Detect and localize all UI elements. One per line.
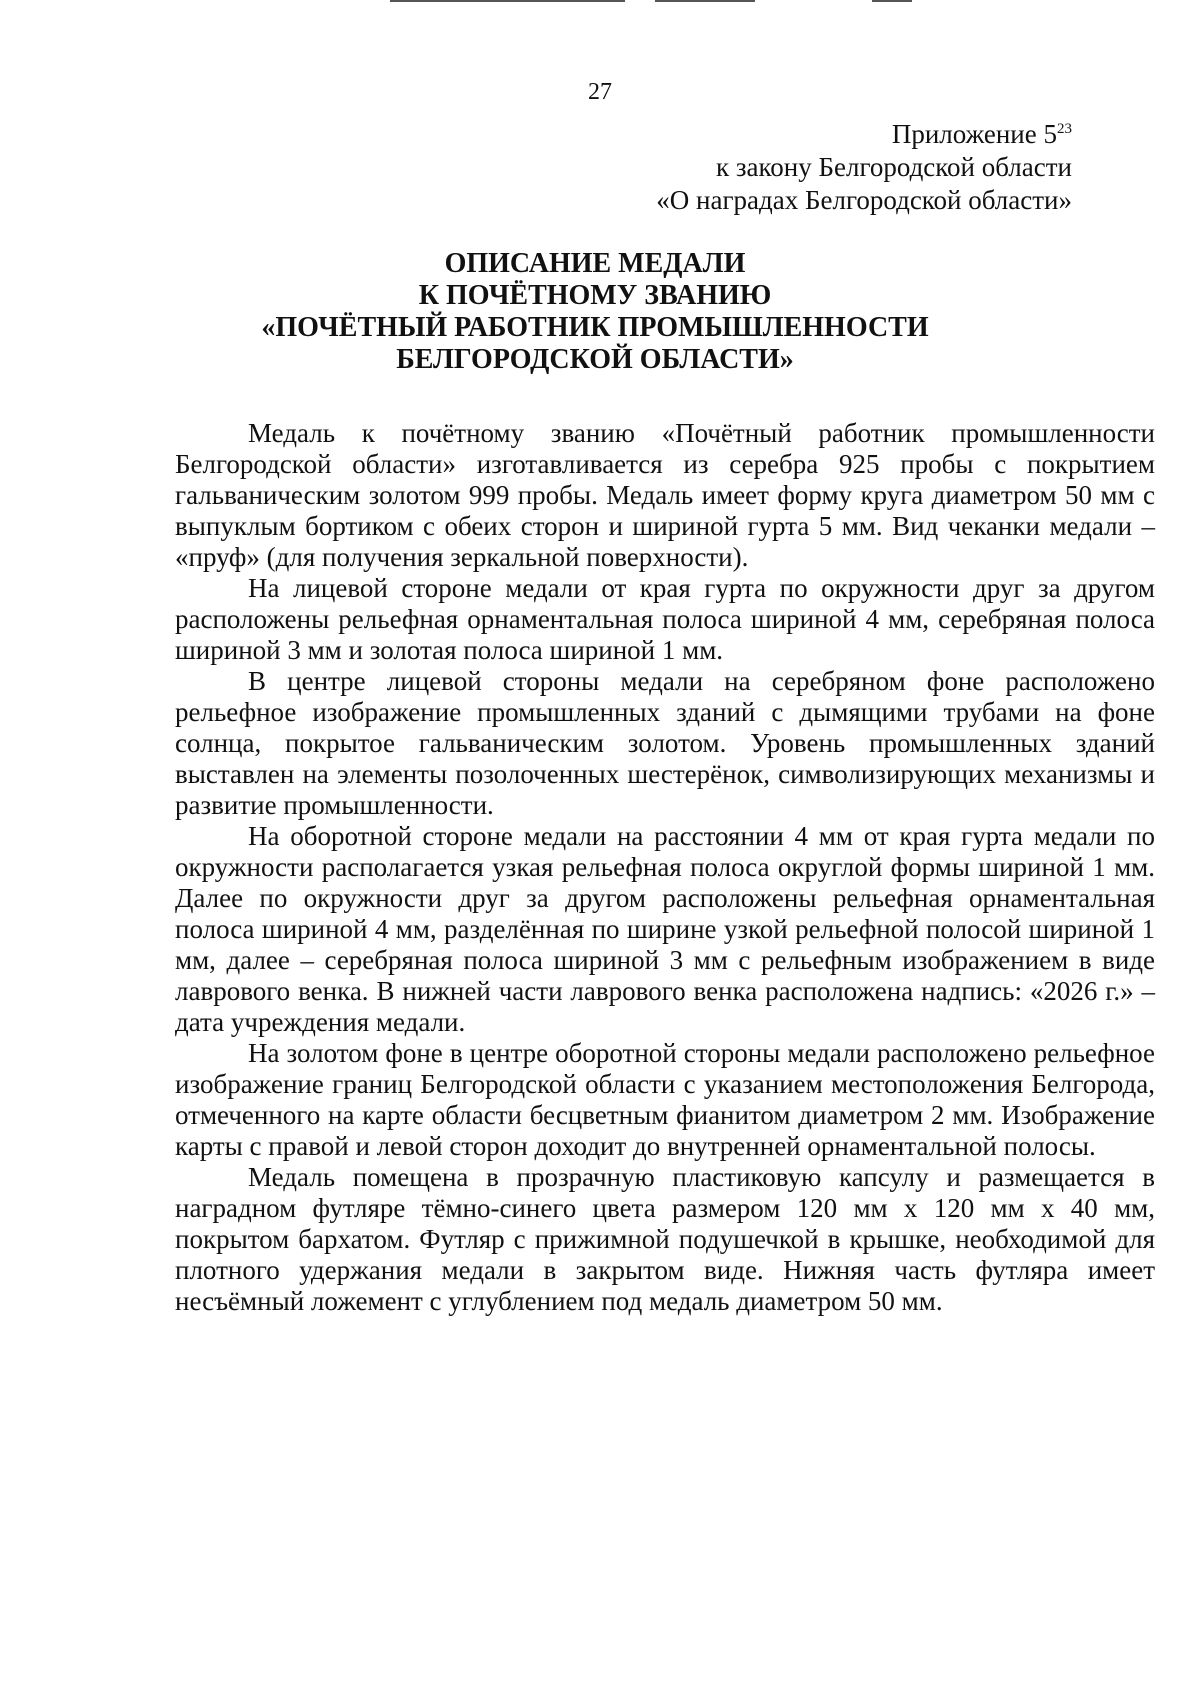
paragraph-4: На оборотной стороне медали на расстоянии 4 мм от края гурта медали по окружности располагается узкая рельефная полоса округлой формы шириной 1 мм. Далее по окружности друг за другом расположены рельефная орнаментальная полоса шириной 4 мм, разделённая по ширине узкой рельефной полосой шириной 1 мм, далее – серебряная полоса шириной 3 мм с рельефным изображением в виде лаврового венка. В нижней части лаврового венка расположена надпись: «2026 г.» – дата учреждения медали.: [175, 821, 1155, 1037]
appendix-number-superscript: 23: [1057, 121, 1072, 137]
title-line-1: ОПИСАНИЕ МЕДАЛИ: [444, 248, 746, 279]
appendix-line-3: «О наградах Белгородской области»: [656, 185, 1072, 215]
title-line-2: К ПОЧЁТНОМУ ЗВАНИЮ: [418, 280, 772, 311]
appendix-reference: [656, 118, 1072, 217]
title-line-3: «ПОЧЁТНЫЙ РАБОТНИК ПРОМЫШЛЕННОСТИ: [261, 312, 929, 343]
document-body: [175, 418, 1155, 1317]
paragraph-1: Медаль к почётному званию «Почётный работник промышленности Белгородской области» изготавливается из серебра 925 пробы с покрытием гальваническим золотом 999 пробы. Медаль имеет форму круга диаметром 50 мм с выпуклым бортиком с обеих сторон и шириной гурта 5 мм. Вид чеканки медали – «пруф» (для получения зеркальной поверхности).: [175, 418, 1155, 572]
document-title: [160, 248, 1030, 376]
paragraph-2: На лицевой стороне медали от края гурта по окружности друг за другом расположены рельефная орнаментальная полоса шириной 4 мм, серебряная полоса шириной 3 мм и золотая полоса шириной 1 мм.: [175, 573, 1155, 665]
paragraph-5: На золотом фоне в центре оборотной стороны медали расположено рельефное изображение границ Белгородской области с указанием местоположения Белгорода, отмеченного на карте области бесцветным фианитом диаметром 2 мм. Изображение карты с правой и левой сторон доходит до внутренней орнаментальной полосы.: [175, 1038, 1155, 1161]
paragraph-3: В центре лицевой стороны медали на серебряном фоне расположено рельефное изображение промышленных зданий с дымящими трубами на фоне солнца, покрытое гальваническим золотом. Уровень промышленных зданий выставлен на элементы позолоченных шестерёнок, символизирующих механизмы и развитие промышленности.: [175, 666, 1155, 820]
paragraph-6: Медаль помещена в прозрачную пластиковую капсулу и размещается в наградном футляре тёмно-синего цвета размером 120 мм х 120 мм х 40 мм, покрытом бархатом. Футляр с прижимной подушечкой в крышке, необходимой для плотного удержания медали в закрытом виде. Нижняя часть футляра имеет несъёмный ложемент с углублением под медаль диаметром 50 мм.: [175, 1162, 1155, 1316]
title-line-4: БЕЛГОРОДСКОЙ ОБЛАСТИ»: [396, 344, 794, 375]
appendix-label: Приложение 5: [891, 119, 1057, 149]
appendix-line-1: [656, 118, 1072, 151]
appendix-line-2: к закону Белгородской области: [716, 152, 1072, 182]
page-number: 27: [588, 79, 612, 105]
